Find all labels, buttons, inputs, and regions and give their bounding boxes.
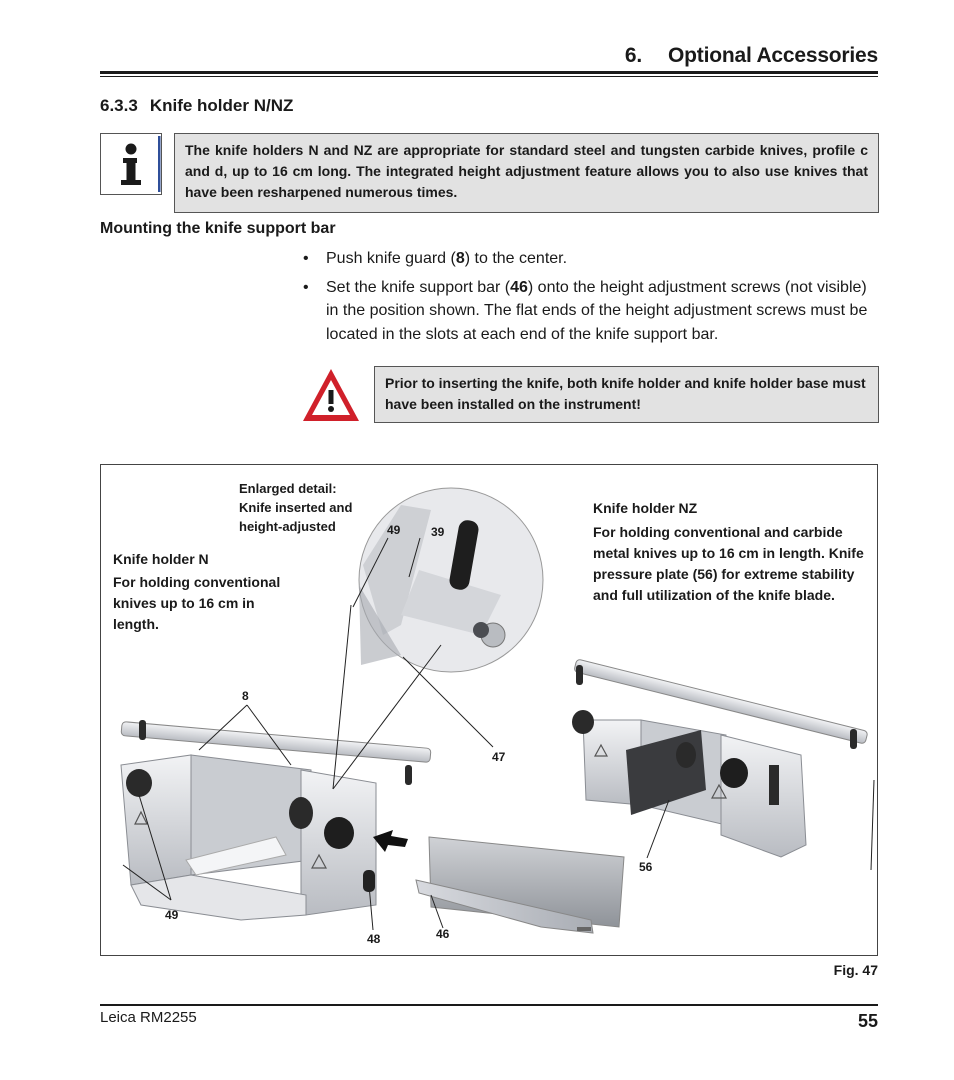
ref-number: 46 bbox=[510, 278, 528, 296]
knife-holder-nz-drawing bbox=[572, 659, 868, 857]
detail-label: Enlarged detail: Knife inserted and height-adjusted bbox=[239, 481, 353, 534]
chapter-number: 6. bbox=[624, 44, 643, 67]
callout-56: 56 bbox=[639, 860, 653, 874]
footer-product: Leica RM2255 bbox=[100, 1009, 197, 1026]
callout-8: 8 bbox=[242, 689, 249, 703]
knife-holder-n-title: Knife holder N bbox=[113, 551, 209, 567]
info-note: The knife holders N and NZ are appropriate for standard steel and tungsten carbide knives, profile c and d, up to 16 cm long. The integrated height adjustment feature allows you to also use knives that have been resharpened numerous times. bbox=[174, 133, 879, 213]
section-title: Knife holder N/NZ bbox=[149, 96, 294, 115]
list-item: • Set the knife support bar (46) onto the height adjustment screws (not visible) in the position shown. The flat ends of the height adjustment screws must be located in the slots at each end of the knife support bar. bbox=[300, 276, 880, 347]
header-rule-thin bbox=[100, 76, 878, 77]
chapter-title-text: Optional Accessories bbox=[668, 44, 878, 67]
callout-48: 48 bbox=[367, 932, 381, 946]
figure-knife-holders bbox=[100, 464, 878, 956]
steps-list bbox=[300, 247, 880, 351]
section-heading bbox=[100, 96, 293, 116]
warning-icon bbox=[300, 366, 362, 424]
callout-49: 49 bbox=[165, 908, 179, 922]
knife-holder-n-desc: For holding conventional knives up to 16 cm in length. bbox=[113, 574, 281, 632]
section-number: 6.3.3 bbox=[100, 96, 138, 115]
knife-holder-nz-desc: For holding conventional and carbide metal knives up to 16 cm in length. Knife pressure plate (56) for extreme stability and full utilization of the knife blade. bbox=[593, 524, 864, 603]
warning-note: Prior to inserting the knife, both knife holder and knife holder base must have been installed on the instrument! bbox=[374, 366, 879, 423]
list-item: • Push knife guard (8) to the center. bbox=[300, 247, 880, 271]
info-icon bbox=[100, 133, 162, 195]
callout-46: 46 bbox=[436, 927, 450, 941]
figure-caption: Fig. 47 bbox=[833, 962, 878, 978]
callout-47: 47 bbox=[492, 750, 506, 764]
subheading: Mounting the knife support bar bbox=[100, 220, 336, 237]
enlarged-detail-drawing bbox=[359, 488, 543, 672]
header-rule bbox=[100, 71, 878, 74]
callout-39: 39 bbox=[431, 525, 445, 539]
chapter-title bbox=[625, 44, 878, 68]
callout-49-detail: 49 bbox=[387, 523, 401, 537]
ref-number: 8 bbox=[455, 250, 465, 267]
footer-rule bbox=[100, 1004, 878, 1006]
knife-holder-nz-title: Knife holder NZ bbox=[593, 500, 698, 516]
page-number: 55 bbox=[857, 1011, 878, 1031]
